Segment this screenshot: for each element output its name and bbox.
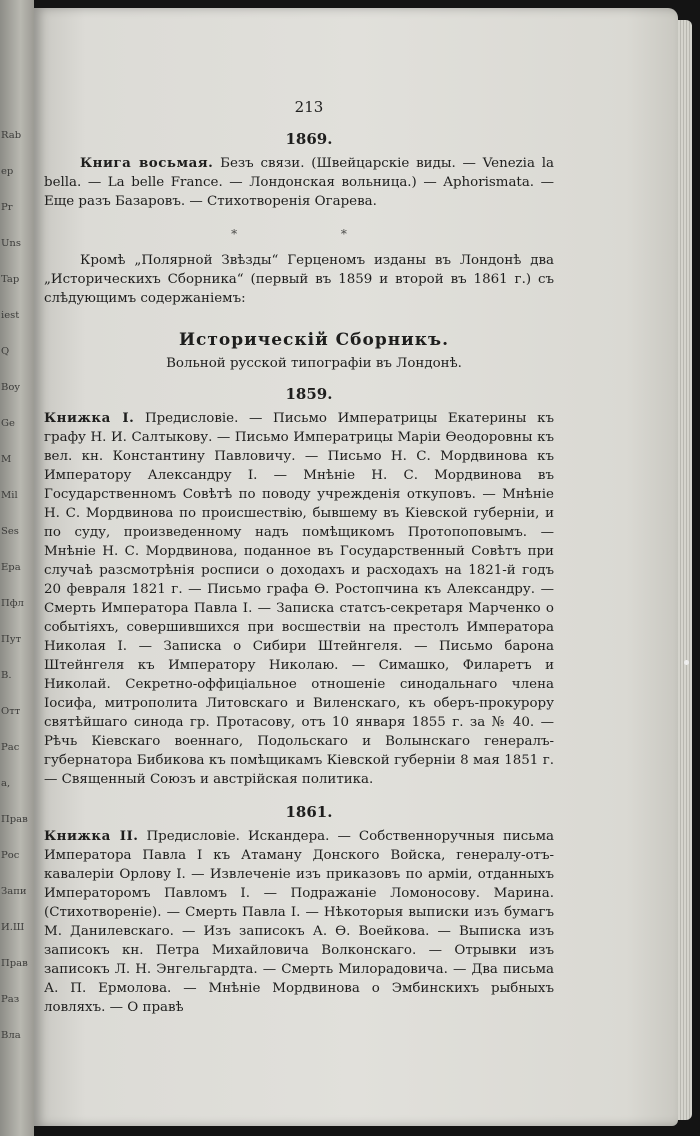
left-page-fragment: Пут xyxy=(1,634,22,645)
collection-subtitle: Вольной русской типографiи въ Лондонѣ. xyxy=(166,356,462,371)
left-page-fragment: Вла xyxy=(1,1030,21,1041)
left-page-fragment: Rab xyxy=(1,130,22,141)
paragraph-1869 xyxy=(44,154,554,211)
page-stack-edge xyxy=(678,20,692,1120)
book-label: Книга восьмая. xyxy=(80,155,214,171)
left-page-fragment: Рос xyxy=(1,850,20,861)
left-page-fragment: Отт xyxy=(1,706,21,717)
paragraph-1861 xyxy=(44,827,554,1017)
left-page-fragment: Uns xyxy=(1,238,21,249)
left-page-fragment: M xyxy=(1,454,12,465)
left-page-fragment: a, xyxy=(1,778,11,789)
left-page-fragment: Пфл xyxy=(1,598,24,609)
left-page-edge xyxy=(0,0,34,1136)
left-page-fragment: Q xyxy=(1,346,10,357)
book-label: Книжка I. xyxy=(44,410,135,426)
year-heading-1861: 1861. xyxy=(285,803,333,821)
page-number: 213 xyxy=(294,98,324,116)
left-page-fragment: Pr xyxy=(1,202,13,213)
left-page-fragment: Ses xyxy=(1,526,19,537)
separator-stars: * * xyxy=(231,227,397,241)
paragraph-1859 xyxy=(44,409,554,789)
page-content xyxy=(44,98,554,1017)
year-heading-1859: 1859. xyxy=(285,385,333,403)
left-page-fragment: Запи xyxy=(1,886,27,897)
light-dot xyxy=(684,660,689,665)
intro-paragraph: Кромѣ „Полярной Звѣзды“ Герценомъ изданы въ Лондонѣ два „Историческихъ Сборника“ (первый въ 1859 и второй въ 1861 г.) съ слѣдующимъ содержанiемъ: xyxy=(44,253,554,306)
left-page-fragment: Раз xyxy=(1,994,20,1005)
left-page-fragment: Рас xyxy=(1,742,20,753)
collection-title: Историческiй Сборникъ. xyxy=(178,330,450,350)
book-label: Книжка II. xyxy=(44,828,139,844)
left-page-fragment: Прав xyxy=(1,958,28,969)
left-page-fragment: Mil xyxy=(1,490,18,501)
left-page-fragment: Boy xyxy=(1,382,21,393)
left-page-fragment: ep xyxy=(1,166,14,177)
left-page-fragment: Ge xyxy=(1,418,15,429)
paragraph-text: Предисловiе. Искандера. — Собственноручныя письма Императора Павла I къ Атаману Донского Войска, генералу-отъ-кавалерiи Орлову I. — Извлеченiе изъ приказовъ по армiи, отданныхъ Императоромъ Павломъ I. — Подражанiе Ломоносову. Марина. (Стихотворенiе). — Смерть Павла I. — Нѣкоторыя выписки изъ бумагъ М. Данилевскаго. — Изъ записокъ А. Ө. Воейкова. — Выписка изъ записокъ кн. Петра Михайловича Волконскаго. — Отрывки изъ записокъ Л. Н. Энгельгардта. — Смерть Милорадовича. — Два письма А. П. Ермолова. — Мнѣнiе Мордвинова о Эмбинскихъ рыбныхъ ловляхъ. — О правѣ xyxy=(44,829,554,1015)
left-page-fragment: Epa xyxy=(1,562,21,573)
left-page-fragment: Прав xyxy=(1,814,28,825)
year-heading-1869: 1869. xyxy=(285,130,333,148)
left-page-fragment: И.Ш xyxy=(1,922,25,933)
left-page-fragment: В. xyxy=(1,670,12,681)
paragraph-text: Предисловiе. — Письмо Императрицы Екатерины къ графу Н. И. Салтыкову. — Письмо Императрицы Марiи Өеодоровны къ вел. кн. Константину Павловичу. — Письмо Н. С. Мордвинова къ Императору Александру I. — Мнѣнiе Н. С. Мордвинова въ Государственномъ Совѣтѣ по поводу учрежденiя откуповъ. — Мнѣнiе Н. С. Мордвинова по происшествiю, бывшему въ Кiевской губернiи, и по суду, произведенному надъ помѣщикомъ Протопоповымъ. — Мнѣнiе Н. С. Мордвинова, поданное въ Государственный Совѣтъ при случаѣ разсмотрѣнiя росписи о доходахъ и расходахъ на 1821-й годъ 20 февраля 1821 г. — Письмо графа Ө. Ростопчина къ Александру. — Смерть Императора Павла I. — Записка статсъ-секретаря Марченко о событiяхъ, совершившихся при восшествiи на престолъ Императора Николая I. — Записка о Сибири Штейнгеля. — Письмо барона Штейнгеля къ Императору Николаю. — Симашко, Филаретъ и Николай. Секретно-оффицiальное отношенiе синодальнаго члена Iосифа, митрополита Литовскаго и Виленскаго, къ оберъ-прокурору святѣйшаго синода гр. Протасову, отъ 10 января 1855 г. за № 40. — Рѣчь Кiевскаго военнаго, Подольскаго и Волынскаго генералъ-губернатора Бибикова къ помѣщикамъ Кiевской губернiи 8 мая 1851 г. — Священный Союзъ и австрiйская политика. xyxy=(44,411,554,787)
left-page-fragment: iest xyxy=(1,310,20,321)
left-page-fragment: Tap xyxy=(1,274,20,285)
paragraph-text: Безъ связи. (Швейцарскiе виды. — Venezia la bella. — La belle France. — Лондонская вольница.) — Aphorismata. — Еще разъ Базаровъ. — Стихотворенiя Огарева. xyxy=(44,156,554,209)
